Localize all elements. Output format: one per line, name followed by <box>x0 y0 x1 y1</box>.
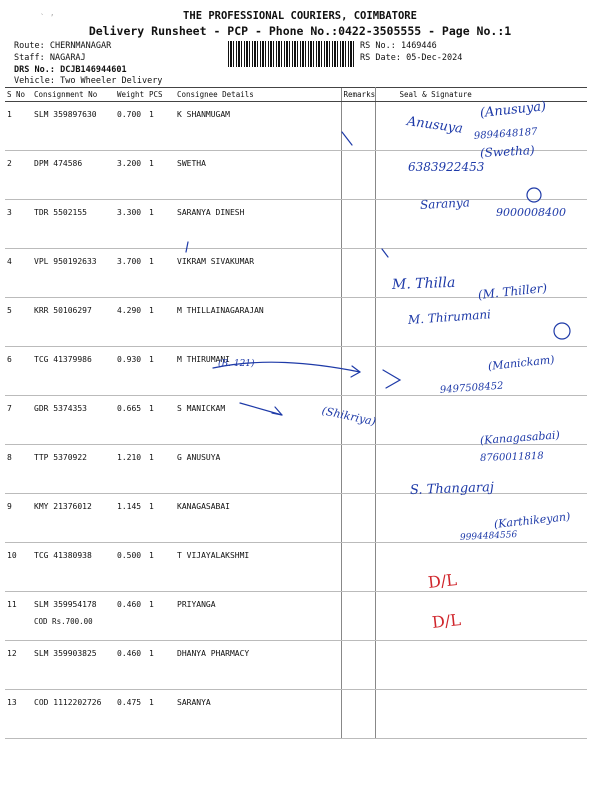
signature-row-6: M. Thirumani <box>407 307 492 327</box>
cell-sno: 13 <box>5 690 32 739</box>
cell-weight: 3.200 <box>115 151 147 200</box>
cell-sno: 4 <box>5 249 32 298</box>
signature-row-5: M. Thilla <box>391 274 456 293</box>
staff-value: NAGARAJ <box>49 53 86 63</box>
cell-consignee: SARANYA <box>175 690 341 739</box>
cell-pcs: 1 <box>147 347 175 396</box>
cell-weight: 0.700 <box>115 102 147 151</box>
signature-row-2-phone: 6383922453 <box>408 160 485 174</box>
signature-row-2-name: (Swetha) <box>479 143 535 160</box>
cell-consignment: TCG 41380938 <box>32 543 115 592</box>
cell-pcs: 1 <box>147 151 175 200</box>
signature-row-7-name: (Manickam) <box>487 353 556 373</box>
cell-sno: 2 <box>5 151 32 200</box>
cell-consignment: COD 1112202726 <box>32 690 115 739</box>
signature-row-1-name: (Anusuya) <box>479 99 547 121</box>
col-consignment: Consignment No <box>32 88 115 102</box>
scan-mark: ` ’ <box>40 13 55 22</box>
cell-weight: 0.500 <box>115 543 147 592</box>
drs-value: DCJB146944601 <box>60 65 127 75</box>
cod-note: COD Rs.700.00 <box>34 617 93 626</box>
cell-consignment: SLM 359954178 <box>32 592 115 641</box>
col-signature: Seal & Signature <box>375 88 587 102</box>
cell-consignee: DHANYA PHARMACY <box>175 641 341 690</box>
ink-tick <box>382 249 388 257</box>
signature-row-13-stamp: D/L <box>431 610 462 632</box>
cell-sno: 7 <box>5 396 32 445</box>
cell-consignee: M THILLAINAGARAJAN <box>175 298 341 347</box>
cell-pcs: 1 <box>147 641 175 690</box>
ink-tick <box>186 242 188 252</box>
cell-consignment: DPM 474586 <box>32 151 115 200</box>
col-pcs: PCS <box>147 88 175 102</box>
cell-consignment: SLM 359897630 <box>32 102 115 151</box>
signature-row-11-name: (Karthikeyan) <box>493 510 571 531</box>
ink-arrow-head <box>272 407 282 415</box>
cell-weight: 0.930 <box>115 347 147 396</box>
signature-row-12-stamp: D/L <box>427 570 458 592</box>
col-sno: S No <box>5 88 32 102</box>
signature-row-1-phone: 9894648187 <box>473 126 538 142</box>
runsheet-title: Delivery Runsheet - PCP - Phone No.:0422-3505555 - Page No.:1 <box>88 24 512 38</box>
cell-consignment: TTP 5370922 <box>32 445 115 494</box>
cell-weight: 4.290 <box>115 298 147 347</box>
signature-row-9-name: (Kanagasabai) <box>479 428 561 447</box>
vehicle-label: Vehicle: <box>14 76 55 86</box>
cell-consignment: SLM 359903825 <box>32 641 115 690</box>
cell-weight: 1.210 <box>115 445 147 494</box>
cell-sno: 10 <box>5 543 32 592</box>
signature-row-5-name: (M. Thiller) <box>477 280 548 302</box>
cell-sno: 12 <box>5 641 32 690</box>
cell-consignee: G ANUSUYA <box>175 445 341 494</box>
signature-row-10: S. Thangaraj <box>409 480 495 498</box>
cell-consignee: M THIRUMANI <box>175 347 341 396</box>
rs-value: 1469446 <box>400 41 437 51</box>
signature-row-9-phone: 8760011818 <box>479 450 544 464</box>
rs-date-value: 05-Dec-2024 <box>406 53 463 63</box>
ink-arrow-head <box>383 370 400 388</box>
cell-sno: 6 <box>5 347 32 396</box>
signature-row-1: Anusuya <box>405 114 464 137</box>
signature-row-3-phone: 9000008400 <box>496 206 566 219</box>
cell-sno: 11 <box>5 592 32 641</box>
cell-sno: 9 <box>5 494 32 543</box>
cell-sno: 8 <box>5 445 32 494</box>
cell-consignment: VPL 950192633 <box>32 249 115 298</box>
cell-consignee: SARANYA DINESH <box>175 200 341 249</box>
signature-row-7-phone: 9497508452 <box>439 380 504 396</box>
cell-pcs: 1 <box>147 249 175 298</box>
cell-consignment: KRR 50106297 <box>32 298 115 347</box>
cell-consignee: PRIYANGA <box>175 592 341 641</box>
col-consignee: Consignee Details <box>175 88 341 102</box>
cell-pcs: 1 <box>147 396 175 445</box>
cell-pcs: 1 <box>147 543 175 592</box>
cell-weight: 0.460 <box>115 592 147 641</box>
ink-circle <box>527 188 541 202</box>
cell-weight: 0.475 <box>115 690 147 739</box>
cell-consignment: TCG 41379986 <box>32 347 115 396</box>
vehicle-value: Two Wheeler Delivery <box>60 76 163 86</box>
cell-pcs: 1 <box>147 494 175 543</box>
cell-weight: 1.145 <box>115 494 147 543</box>
col-remarks: Remarks <box>341 88 375 102</box>
cell-pcs: 1 <box>147 445 175 494</box>
cell-weight: 3.700 <box>115 249 147 298</box>
cell-consignee: KANAGASABAI <box>175 494 341 543</box>
cell-pcs: 1 <box>147 690 175 739</box>
rs-label: RS No.: <box>360 41 396 51</box>
cell-sno: 3 <box>5 200 32 249</box>
signature-row-11-phone: 9994484556 <box>459 530 518 543</box>
signature-row-8-name: (Shikriya) <box>320 404 378 429</box>
ink-tick <box>342 132 352 145</box>
cell-pcs: 1 <box>147 592 175 641</box>
cell-weight: 3.300 <box>115 200 147 249</box>
signature-row-3: Saranya <box>419 195 471 212</box>
cell-weight: 0.460 <box>115 641 147 690</box>
cell-consignment: GDR 5374353 <box>32 396 115 445</box>
cell-weight: 0.665 <box>115 396 147 445</box>
cell-consignee: S MANICKAM <box>175 396 341 445</box>
cell-consignee: VIKRAM SIVAKUMAR <box>175 249 341 298</box>
drs-label: DRS No.: <box>14 65 55 75</box>
cell-sno: 1 <box>5 102 32 151</box>
cell-consignee: SWETHA <box>175 151 341 200</box>
route-value: CHERNMANAGAR <box>49 41 112 51</box>
cell-consignment: TDR 5502155 <box>32 200 115 249</box>
cell-pcs: 1 <box>147 102 175 151</box>
cell-pcs: 1 <box>147 200 175 249</box>
cell-consignee: K SHANMUGAM <box>175 102 341 151</box>
ink-circle <box>554 323 570 339</box>
cell-consignee: T VIJAYALAKSHMI <box>175 543 341 592</box>
cell-sno: 5 <box>5 298 32 347</box>
cell-consignment: KMY 21376012 <box>32 494 115 543</box>
cell-pcs: 1 <box>147 298 175 347</box>
company-title: THE PROFESSIONAL COURIERS, COIMBATORE <box>183 10 417 22</box>
route-label: Route: <box>14 41 45 51</box>
staff-label: Staff: <box>14 53 45 63</box>
rs-date-label: RS Date: <box>360 53 401 63</box>
col-weight: Weight <box>115 88 147 102</box>
signature-row-7-note: (B. 121) <box>218 359 255 369</box>
